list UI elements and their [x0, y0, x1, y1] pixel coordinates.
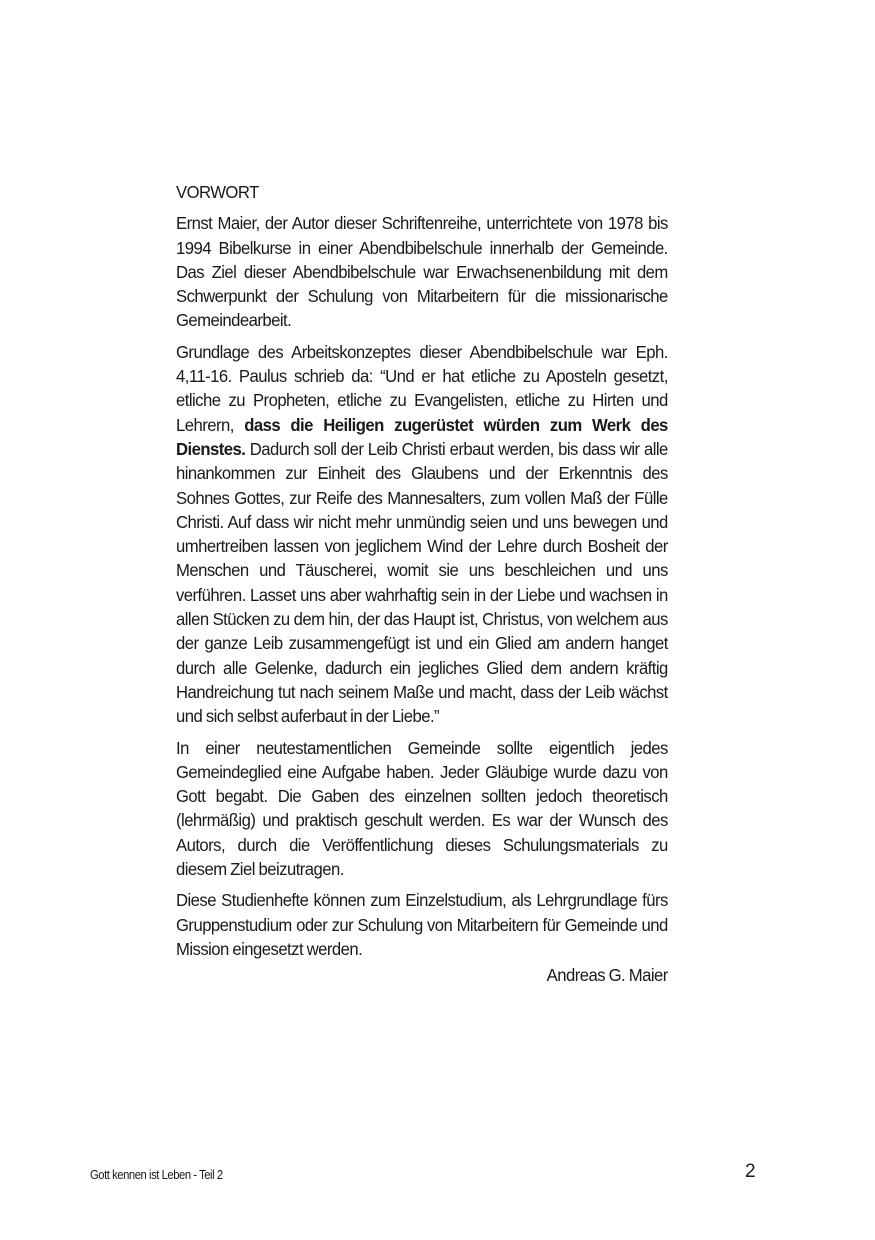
- foreword-section: [176, 180, 668, 988]
- paragraph-2: [176, 340, 668, 729]
- section-heading: VORWORT: [176, 182, 259, 202]
- paragraph-2-bold-emphasis: dass die Heiligen zugerüstet würden zum Werk des Dienstes.: [176, 414, 668, 459]
- paragraph-2-text-start: Grundlage des Arbeitskonzeptes dieser Abendbibelschule war Eph. 4,11-16. Paulus schrieb da: “Und er hat etliche zu Aposteln gesetzt, etliche zu Propheten, etliche zu Evangelisten, etliche zu Hirten und Lehrern,: [176, 341, 668, 435]
- paragraph-3: In einer neutestamentlichen Gemeinde sollte eigentlich jedes Gemeindeglied eine Aufgabe haben. Jeder Gläubige wurde dazu von Gott begabt. Die Gaben des einzelnen sollten jedoch theoretisch (lehrmäßig) und praktisch geschult werden. Es war der Wunsch des Autors, durch die Veröffentlichung dieses Schulungsmaterials zu diesem Ziel beizutragen.: [176, 737, 668, 880]
- page-number: 2: [745, 1161, 756, 1182]
- paragraph-2-text-end: Dadurch soll der Leib Christi erbaut werden, bis dass wir alle hinankommen zur Einheit des Glaubens und der Erkenntnis des Sohnes Gottes, zur Reife des Mannesalters, zum vollen Maß der Fülle Christi. Auf dass wir nicht mehr unmündig seien und uns bewegen und umhertreiben lassen von jeglichem Wind der Lehre durch Bosheit der Menschen und Täuscherei, womit sie uns beschleichen und uns verführen. Lasset uns aber wahrhaftig sein in der Liebe und wachsen in allen Stücken zu dem hin, der das Haupt ist, Christus, von welchem aus der ganze Leib zusammengefügt ist und ein Glied am andern hanget durch alle Gelenke, dadurch ein jegliches Glied dem andern kräftig Handreichung tut nach seinem Maße und macht, dass der Leib wächst und sich selbst auferbaut in der Liebe.”: [176, 438, 668, 727]
- author-signature: Andreas G. Maier: [546, 965, 668, 986]
- paragraph-1: Ernst Maier, der Autor dieser Schriftenreihe, unterrichtete von 1978 bis 1994 Bibelkurse in einer Abendbibelschule innerhalb der Gemeinde. Das Ziel dieser Abendbibelschule war Erwachsenenbildung mit dem Schwerpunkt der Schulung von Mitarbeitern für die missionarische Gemeindearbeit.: [176, 213, 668, 331]
- paragraph-4: Diese Studienhefte können zum Einzelstudium, als Lehrgrundlage fürs Gruppenstudium oder zur Schulung von Mitarbeitern für Gemeinde und Mission eingesetzt werden.: [176, 890, 668, 959]
- footer-book-title: Gott kennen ist Leben - Teil 2: [90, 1168, 223, 1182]
